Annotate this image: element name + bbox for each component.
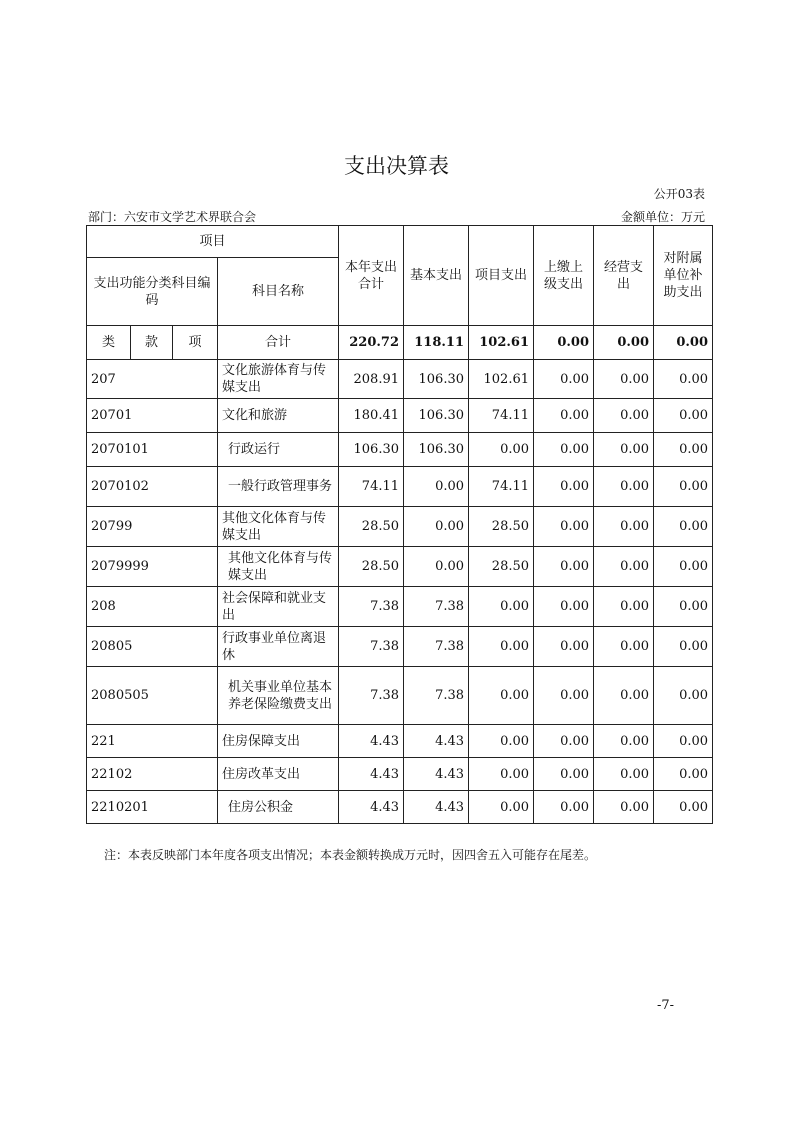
total-basic: 118.11 — [404, 326, 469, 360]
row-upper: 0.00 — [534, 667, 594, 725]
row-subsidy: 0.00 — [654, 758, 713, 791]
form-code: 公开03表 — [653, 187, 705, 201]
row-upper: 0.00 — [534, 758, 594, 791]
row-subject-name: 文化和旅游 — [218, 399, 339, 433]
row-upper: 0.00 — [534, 587, 594, 627]
row-subsidy: 0.00 — [654, 547, 713, 587]
row-upper: 0.00 — [534, 627, 594, 667]
row-basic: 0.00 — [404, 467, 469, 507]
row-project: 0.00 — [469, 725, 534, 758]
row-upper: 0.00 — [534, 725, 594, 758]
row-business: 0.00 — [594, 547, 654, 587]
row-project: 0.00 — [469, 758, 534, 791]
row-basic: 7.38 — [404, 627, 469, 667]
row-total: 28.50 — [339, 507, 404, 547]
row-project: 0.00 — [469, 587, 534, 627]
row-subsidy: 0.00 — [654, 587, 713, 627]
row-subsidy: 0.00 — [654, 627, 713, 667]
table-row — [87, 547, 713, 587]
header-subsidy: 对附属单位补助支出 — [654, 226, 713, 326]
row-subject-name: 文化旅游体育与传媒支出 — [218, 360, 339, 399]
row-upper: 0.00 — [534, 433, 594, 467]
header-business: 经营支出 — [594, 226, 654, 326]
header-project: 项目 — [87, 226, 339, 258]
row-basic: 7.38 — [404, 587, 469, 627]
row-subject-name: 机关事业单位基本养老保险缴费支出 — [218, 667, 339, 725]
row-subsidy: 0.00 — [654, 433, 713, 467]
row-upper: 0.00 — [534, 791, 594, 824]
row-code: 2210201 — [87, 791, 218, 824]
total-row — [87, 326, 713, 360]
row-total: 4.43 — [339, 791, 404, 824]
header-basic: 基本支出 — [404, 226, 469, 326]
row-subject-name: 社会保障和就业支出 — [218, 587, 339, 627]
row-subsidy: 0.00 — [654, 399, 713, 433]
row-business: 0.00 — [594, 725, 654, 758]
amount-unit-label: 金额单位：万元 — [620, 210, 705, 224]
row-business: 0.00 — [594, 360, 654, 399]
header-xiang: 项 — [173, 326, 218, 360]
page-number: -7- — [657, 998, 675, 1013]
row-project: 0.00 — [469, 627, 534, 667]
row-business: 0.00 — [594, 507, 654, 547]
department-label: 部门：六安市文学艺术界联合会 — [88, 210, 257, 224]
row-project: 28.50 — [469, 507, 534, 547]
header-func-code: 支出功能分类科目编码 — [87, 258, 218, 326]
header-lei: 类 — [87, 326, 131, 360]
table-row — [87, 433, 713, 467]
row-basic: 0.00 — [404, 507, 469, 547]
header-subject-name: 科目名称 — [218, 258, 339, 326]
row-total: 106.30 — [339, 433, 404, 467]
table-row — [87, 791, 713, 824]
row-total: 74.11 — [339, 467, 404, 507]
row-total: 7.38 — [339, 667, 404, 725]
row-code: 2070102 — [87, 467, 218, 507]
row-code: 2070101 — [87, 433, 218, 467]
row-total: 7.38 — [339, 587, 404, 627]
row-basic: 0.00 — [404, 547, 469, 587]
table-row — [87, 507, 713, 547]
row-code: 20701 — [87, 399, 218, 433]
row-total: 180.41 — [339, 399, 404, 433]
row-subject-name: 行政运行 — [218, 433, 339, 467]
table-row — [87, 467, 713, 507]
row-subsidy: 0.00 — [654, 791, 713, 824]
row-basic: 4.43 — [404, 725, 469, 758]
row-subject-name: 其他文化体育与传媒支出 — [218, 547, 339, 587]
total-upper: 0.00 — [534, 326, 594, 360]
row-project: 28.50 — [469, 547, 534, 587]
total-subsidy: 0.00 — [654, 326, 713, 360]
row-code: 208 — [87, 587, 218, 627]
header-project-expense: 项目支出 — [469, 226, 534, 326]
row-business: 0.00 — [594, 791, 654, 824]
row-upper: 0.00 — [534, 547, 594, 587]
row-project: 0.00 — [469, 667, 534, 725]
row-basic: 106.30 — [404, 360, 469, 399]
row-basic: 7.38 — [404, 667, 469, 725]
row-subsidy: 0.00 — [654, 507, 713, 547]
row-subject-name: 住房改革支出 — [218, 758, 339, 791]
row-code: 207 — [87, 360, 218, 399]
row-subsidy: 0.00 — [654, 667, 713, 725]
row-code: 2080505 — [87, 667, 218, 725]
row-business: 0.00 — [594, 399, 654, 433]
row-subject-name: 住房公积金 — [218, 791, 339, 824]
row-code: 22102 — [87, 758, 218, 791]
row-total: 4.43 — [339, 725, 404, 758]
expenditure-table — [86, 225, 713, 824]
table-row — [87, 627, 713, 667]
row-subsidy: 0.00 — [654, 467, 713, 507]
row-project: 74.11 — [469, 467, 534, 507]
table-row — [87, 667, 713, 725]
total-label: 合计 — [218, 326, 339, 360]
page-title: 支出决算表 — [344, 154, 449, 178]
table-row — [87, 399, 713, 433]
row-project: 0.00 — [469, 433, 534, 467]
row-basic: 106.30 — [404, 399, 469, 433]
row-subject-name: 行政事业单位离退休 — [218, 627, 339, 667]
row-total: 7.38 — [339, 627, 404, 667]
header-total: 本年支出合计 — [339, 226, 404, 326]
row-total: 208.91 — [339, 360, 404, 399]
row-subject-name: 其他文化体育与传媒支出 — [218, 507, 339, 547]
row-total: 4.43 — [339, 758, 404, 791]
table-row — [87, 725, 713, 758]
row-basic: 4.43 — [404, 791, 469, 824]
row-business: 0.00 — [594, 758, 654, 791]
table-row — [87, 758, 713, 791]
row-code: 2079999 — [87, 547, 218, 587]
row-code: 20799 — [87, 507, 218, 547]
row-business: 0.00 — [594, 667, 654, 725]
row-project: 74.11 — [469, 399, 534, 433]
row-subject-name: 一般行政管理事务 — [218, 467, 339, 507]
row-code: 20805 — [87, 627, 218, 667]
row-code: 221 — [87, 725, 218, 758]
row-basic: 4.43 — [404, 758, 469, 791]
total-business: 0.00 — [594, 326, 654, 360]
footnote: 注：本表反映部门本年度各项支出情况；本表金额转换成万元时，因四舍五入可能存在尾差。 — [104, 848, 597, 862]
table-row — [87, 360, 713, 399]
header-kuan: 款 — [131, 326, 173, 360]
row-subject-name: 住房保障支出 — [218, 725, 339, 758]
row-subsidy: 0.00 — [654, 725, 713, 758]
header-upper: 上缴上级支出 — [534, 226, 594, 326]
row-business: 0.00 — [594, 433, 654, 467]
table-row — [87, 587, 713, 627]
row-total: 28.50 — [339, 547, 404, 587]
row-upper: 0.00 — [534, 360, 594, 399]
row-upper: 0.00 — [534, 507, 594, 547]
total-project: 102.61 — [469, 326, 534, 360]
row-upper: 0.00 — [534, 467, 594, 507]
row-business: 0.00 — [594, 587, 654, 627]
row-subsidy: 0.00 — [654, 360, 713, 399]
total-sum: 220.72 — [339, 326, 404, 360]
row-business: 0.00 — [594, 467, 654, 507]
row-basic: 106.30 — [404, 433, 469, 467]
row-project: 0.00 — [469, 791, 534, 824]
row-project: 102.61 — [469, 360, 534, 399]
row-upper: 0.00 — [534, 399, 594, 433]
header-row — [87, 226, 713, 258]
row-business: 0.00 — [594, 627, 654, 667]
